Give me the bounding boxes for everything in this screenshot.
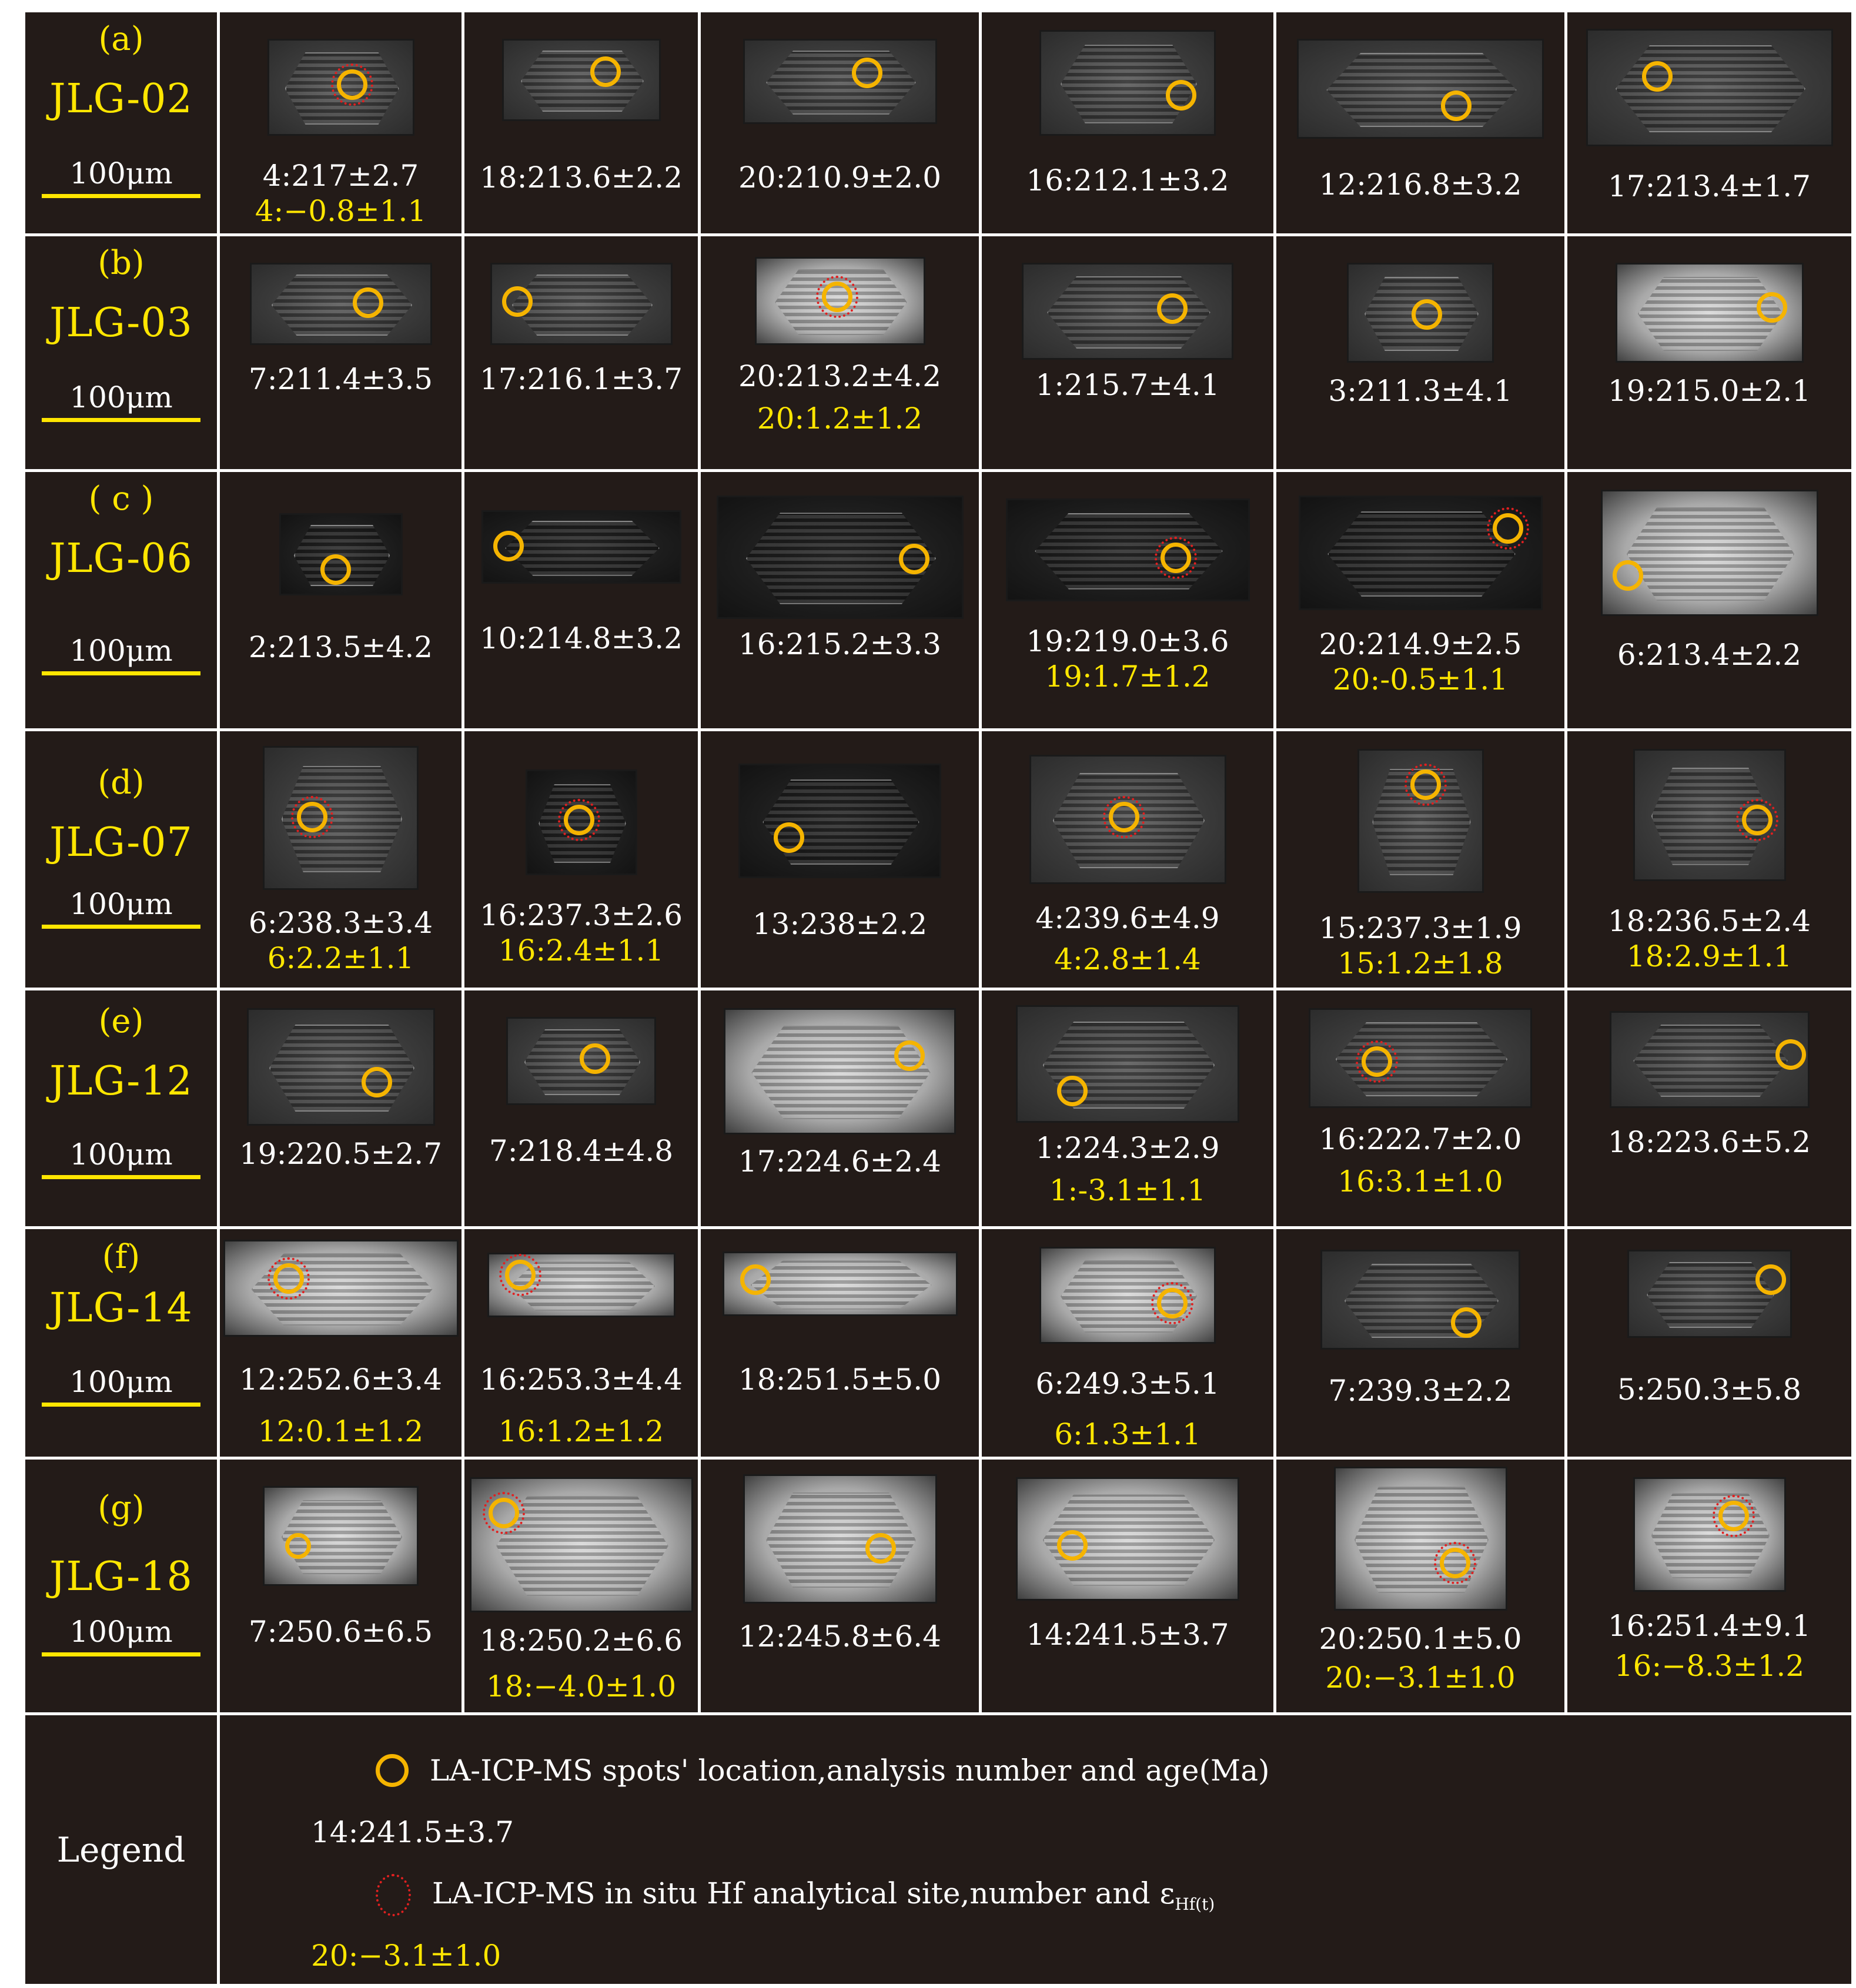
age-label: 2:213.5±4.2 xyxy=(248,630,433,664)
cl-grain-image xyxy=(1039,1247,1216,1344)
grain-cell xyxy=(1276,472,1564,728)
spot-ring-icon xyxy=(822,282,852,312)
zircon-cl-figure-grid xyxy=(25,12,1834,1973)
cl-grain-image xyxy=(743,39,937,124)
scale-bar xyxy=(42,194,200,198)
spot-ring-icon xyxy=(1755,1264,1786,1295)
scale-bar-group xyxy=(42,889,200,929)
ehf-label: 16:−8.3±1.2 xyxy=(1614,1648,1805,1683)
age-label: 18:251.5±5.0 xyxy=(738,1363,942,1397)
cl-grain-image xyxy=(223,1240,459,1337)
cl-grain-image xyxy=(738,764,941,878)
scale-label: 100μm xyxy=(69,887,173,921)
spot-ring-icon xyxy=(362,1067,392,1097)
grain-cell xyxy=(220,1229,462,1457)
scale-bar-group xyxy=(42,156,200,198)
spot-ring-icon xyxy=(320,554,351,585)
scale-bar-group xyxy=(42,636,200,675)
cl-grain-image xyxy=(1633,749,1786,881)
sample-id: JLG-07 xyxy=(49,819,193,866)
age-label: 18:250.2±6.6 xyxy=(479,1624,683,1658)
cl-grain-image xyxy=(490,263,673,345)
grain-cell xyxy=(1276,1460,1564,1712)
spot-ring-icon xyxy=(1410,769,1441,800)
row-label-f xyxy=(25,1229,217,1457)
age-label: 12:245.8±6.4 xyxy=(738,1619,942,1654)
grain-cell xyxy=(464,990,698,1226)
sample-id: JLG-14 xyxy=(49,1285,193,1331)
legend-hf-subscript: Hf(t) xyxy=(1175,1895,1215,1914)
ehf-label: 4:−0.8±1.1 xyxy=(255,193,427,228)
spot-ring-icon xyxy=(774,822,804,853)
spot-ring-icon xyxy=(1718,1501,1749,1531)
spot-ring-icon xyxy=(1157,293,1188,324)
cl-grain-image xyxy=(247,1008,435,1126)
legend-title: Legend xyxy=(56,1829,186,1870)
scale-bar xyxy=(42,1403,200,1407)
age-label: 7:218.4±4.8 xyxy=(489,1134,674,1168)
grain-cell xyxy=(1567,1460,1851,1712)
spot-ring-icon xyxy=(502,286,533,317)
scale-label: 100μm xyxy=(69,1137,173,1172)
age-label: 4:217±2.7 xyxy=(262,159,419,193)
age-label: 16:237.3±2.6 xyxy=(479,898,683,932)
age-label: 6:249.3±5.1 xyxy=(1035,1367,1220,1401)
scale-label: 100μm xyxy=(69,634,173,668)
age-label: 12:252.6±3.4 xyxy=(239,1363,443,1397)
age-label: 4:239.6±4.9 xyxy=(1035,901,1220,935)
age-label: 13:238±2.2 xyxy=(752,907,928,941)
grain-cell xyxy=(701,1460,979,1712)
scale-bar-group xyxy=(42,1617,200,1656)
spot-ring-icon xyxy=(740,1264,771,1295)
spot-ring-icon xyxy=(1493,513,1523,544)
ehf-label: 1:-3.1±1.1 xyxy=(1049,1173,1206,1207)
age-label: 6:213.4±2.2 xyxy=(1617,638,1802,672)
ehf-label: 16:2.4±1.1 xyxy=(498,933,664,968)
spot-ring-icon xyxy=(1757,292,1787,323)
grain-cell xyxy=(1276,731,1564,988)
age-label: 16:212.1±3.2 xyxy=(1026,163,1229,198)
cl-grain-image xyxy=(526,769,637,875)
row-label-g xyxy=(25,1460,217,1712)
spot-ring-icon xyxy=(1775,1039,1806,1070)
spot-ring-icon xyxy=(1109,802,1139,832)
age-label: 16:222.7±2.0 xyxy=(1319,1122,1522,1156)
ehf-label: 20:1.2±1.2 xyxy=(757,401,923,436)
scale-bar-group xyxy=(42,1367,200,1407)
row-label-c xyxy=(25,472,217,728)
grain-cell xyxy=(701,12,979,233)
cl-grain-image xyxy=(1347,263,1494,363)
cl-grain-image xyxy=(263,746,419,890)
grain-cell xyxy=(701,236,979,469)
spot-ring-icon xyxy=(899,544,929,574)
cl-grain-image xyxy=(1633,1477,1786,1592)
spot-ring-icon xyxy=(1157,1288,1188,1318)
age-label: 7:211.4±3.5 xyxy=(248,362,433,396)
scale-bar xyxy=(42,1652,200,1656)
grain-cell xyxy=(464,236,698,469)
age-label: 16:251.4±9.1 xyxy=(1607,1609,1811,1643)
grain-cell xyxy=(220,990,462,1226)
sample-id: JLG-06 xyxy=(49,536,193,582)
cl-grain-image xyxy=(1320,1250,1520,1350)
cl-grain-image xyxy=(717,496,964,619)
grain-cell xyxy=(1276,990,1564,1226)
hf-site-ring-icon xyxy=(376,1874,411,1916)
age-label: 19:220.5±2.7 xyxy=(239,1137,443,1171)
cl-grain-image xyxy=(279,513,403,595)
cl-grain-image xyxy=(481,510,681,584)
grain-cell xyxy=(1567,472,1851,728)
spot-ring-icon xyxy=(564,805,594,835)
grain-cell xyxy=(701,1229,979,1457)
ehf-label: 19:1.7±1.2 xyxy=(1045,659,1210,694)
spot-ring-icon xyxy=(894,1040,925,1071)
ehf-label: 12:0.1±1.2 xyxy=(258,1414,424,1448)
scale-bar-group xyxy=(42,380,200,422)
spot-ring-icon xyxy=(493,531,524,561)
grain-cell xyxy=(982,1460,1273,1712)
grain-cell xyxy=(464,1229,698,1457)
cl-grain-image xyxy=(1586,29,1833,146)
cl-grain-image xyxy=(724,1008,956,1134)
legend-spot-example: 14:241.5±3.7 xyxy=(311,1815,514,1849)
cl-grain-image xyxy=(487,1253,675,1317)
spot-ring-icon xyxy=(353,287,383,318)
cl-grain-image xyxy=(743,1474,937,1604)
grain-cell xyxy=(982,12,1273,233)
cl-grain-image xyxy=(1610,1011,1810,1108)
scale-label: 100μm xyxy=(69,380,173,414)
grain-cell xyxy=(1567,1229,1851,1457)
grain-cell xyxy=(982,1229,1273,1457)
spot-ring-icon xyxy=(865,1533,896,1564)
grain-cell xyxy=(1567,990,1851,1226)
row-label-d xyxy=(25,731,217,988)
ehf-label: 18:2.9±1.1 xyxy=(1626,939,1793,973)
cl-grain-image xyxy=(263,1486,419,1586)
ehf-label: 15:1.2±1.8 xyxy=(1337,946,1503,980)
legend-hf-example-row xyxy=(311,1939,501,1973)
age-label: 10:214.8±3.2 xyxy=(479,621,683,655)
cl-grain-image xyxy=(267,39,414,136)
cl-grain-image xyxy=(250,263,432,345)
grain-cell xyxy=(982,990,1273,1226)
grain-cell xyxy=(464,472,698,728)
cl-grain-image xyxy=(470,1477,693,1612)
spot-ring-icon xyxy=(337,69,367,100)
legend-hf-description-text: LA-ICP-MS in situ Hf analytical site,number and ε xyxy=(432,1876,1175,1910)
spot-ring-icon xyxy=(1613,560,1643,591)
scale-bar xyxy=(42,925,200,929)
grain-cell xyxy=(1276,12,1564,233)
legend-spot-row xyxy=(376,1753,1270,1788)
cl-grain-image xyxy=(755,257,925,345)
spot-ring-icon xyxy=(1440,1548,1470,1578)
legend-hf-example: 20:−3.1±1.0 xyxy=(311,1939,501,1973)
spot-ring-icon xyxy=(852,58,882,88)
age-label: 1:224.3±2.9 xyxy=(1035,1131,1220,1165)
spot-ring-icon xyxy=(273,1263,304,1294)
scale-bar xyxy=(42,1175,200,1179)
legend-hf-description xyxy=(432,1876,1215,1914)
cl-grain-image xyxy=(1297,39,1544,139)
age-label: 7:250.6±6.5 xyxy=(248,1615,433,1649)
spot-ring-icon xyxy=(285,1533,311,1559)
scale-bar xyxy=(42,671,200,675)
spot-ring-icon xyxy=(376,1754,409,1787)
age-label: 20:213.2±4.2 xyxy=(738,359,942,393)
grain-cell xyxy=(701,731,979,988)
scale-bar-group xyxy=(42,1137,200,1179)
cl-grain-image xyxy=(1039,30,1216,136)
age-label: 18:236.5±2.4 xyxy=(1607,904,1811,938)
grain-cell xyxy=(1276,1229,1564,1457)
cl-grain-image xyxy=(1006,498,1250,601)
grain-cell xyxy=(220,12,462,233)
ehf-label: 4:2.8±1.4 xyxy=(1054,942,1201,976)
spot-ring-icon xyxy=(1441,91,1472,121)
spot-ring-icon xyxy=(297,802,327,832)
grain-cell xyxy=(1276,236,1564,469)
age-label: 20:214.9±2.5 xyxy=(1319,627,1522,661)
ehf-label: 20:-0.5±1.1 xyxy=(1332,662,1509,697)
cl-grain-image xyxy=(1627,1250,1792,1338)
grain-cell xyxy=(701,472,979,728)
age-label: 17:216.1±3.7 xyxy=(479,362,683,396)
spot-ring-icon xyxy=(1451,1307,1482,1338)
sample-id: JLG-03 xyxy=(49,300,193,346)
cl-grain-image xyxy=(1029,755,1226,884)
spot-ring-icon xyxy=(1362,1046,1392,1077)
panel-letter: (e) xyxy=(98,1002,144,1040)
age-label: 17:213.4±1.7 xyxy=(1607,169,1811,203)
age-label: 15:237.3±1.9 xyxy=(1319,911,1522,945)
panel-letter: (f) xyxy=(102,1238,141,1276)
cl-grain-image xyxy=(1601,490,1818,616)
spot-ring-icon xyxy=(1742,805,1773,835)
age-label: 20:210.9±2.0 xyxy=(738,160,942,195)
grain-cell xyxy=(1567,731,1851,988)
spot-ring-icon xyxy=(1057,1530,1088,1561)
legend-hf-row xyxy=(376,1874,1215,1916)
spot-ring-icon xyxy=(1642,61,1673,92)
sample-id: JLG-02 xyxy=(49,76,193,122)
legend-label-cell xyxy=(25,1715,217,1984)
ehf-label: 16:1.2±1.2 xyxy=(498,1414,664,1448)
panel-letter: (b) xyxy=(98,244,145,282)
scale-label: 100μm xyxy=(69,156,173,190)
cl-grain-image xyxy=(502,39,661,121)
sample-id: JLG-18 xyxy=(49,1554,193,1600)
grain-cell xyxy=(701,990,979,1226)
spot-ring-icon xyxy=(1166,80,1196,111)
ehf-label: 6:1.3±1.1 xyxy=(1054,1417,1201,1451)
age-label: 19:215.0±2.1 xyxy=(1607,374,1811,408)
grain-cell xyxy=(220,472,462,728)
ehf-label: 18:−4.0±1.0 xyxy=(486,1669,677,1703)
legend-spot-description: LA-ICP-MS spots' location,analysis number and age(Ma) xyxy=(430,1753,1270,1788)
grain-cell xyxy=(220,236,462,469)
ehf-label: 6:2.2±1.1 xyxy=(267,941,414,975)
age-label: 18:223.6±5.2 xyxy=(1607,1125,1811,1159)
age-label: 16:215.2±3.3 xyxy=(738,627,942,661)
grain-cell xyxy=(982,731,1273,988)
age-label: 18:213.6±2.2 xyxy=(479,160,683,195)
sample-id: JLG-12 xyxy=(49,1058,193,1105)
legend-body xyxy=(220,1715,1851,1984)
age-label: 1:215.7±4.1 xyxy=(1035,368,1220,402)
grain-cell xyxy=(220,731,462,988)
age-label: 16:253.3±4.4 xyxy=(479,1363,683,1397)
cl-grain-image xyxy=(1016,1477,1239,1601)
age-label: 14:241.5±3.7 xyxy=(1026,1618,1229,1652)
age-label: 20:250.1±5.0 xyxy=(1319,1622,1522,1656)
age-label: 6:238.3±3.4 xyxy=(248,906,433,940)
spot-ring-icon xyxy=(1412,299,1442,330)
row-label-a xyxy=(25,12,217,233)
age-label: 5:250.3±5.8 xyxy=(1617,1373,1802,1407)
cl-grain-image xyxy=(723,1251,958,1316)
cl-grain-image xyxy=(1616,263,1804,363)
age-label: 12:216.8±3.2 xyxy=(1319,168,1522,202)
scale-label: 100μm xyxy=(69,1615,173,1649)
cl-grain-image xyxy=(1299,496,1543,610)
spot-ring-icon xyxy=(505,1260,536,1290)
spot-ring-icon xyxy=(489,1498,519,1528)
cl-grain-image xyxy=(1022,263,1233,360)
spot-ring-icon xyxy=(1057,1076,1088,1106)
grain-cell xyxy=(1567,236,1851,469)
row-label-e xyxy=(25,990,217,1226)
ehf-label: 16:3.1±1.0 xyxy=(1337,1164,1503,1199)
cl-grain-image xyxy=(506,1017,656,1105)
grain-cell xyxy=(464,1460,698,1712)
age-label: 3:211.3±4.1 xyxy=(1328,374,1513,408)
grain-cell xyxy=(464,12,698,233)
scale-bar xyxy=(42,418,200,422)
row-label-b xyxy=(25,236,217,469)
grain-cell xyxy=(464,731,698,988)
cl-grain-image xyxy=(1016,1005,1239,1123)
legend-spot-example-row xyxy=(311,1815,514,1849)
scale-label: 100μm xyxy=(69,1365,173,1399)
age-label: 19:219.0±3.6 xyxy=(1026,624,1229,658)
spot-ring-icon xyxy=(1161,543,1191,573)
grain-cell xyxy=(982,236,1273,469)
panel-letter: (g) xyxy=(98,1489,145,1527)
panel-letter: (a) xyxy=(98,20,144,58)
grain-cell xyxy=(1567,12,1851,233)
cl-grain-image xyxy=(1357,749,1484,893)
grain-cell xyxy=(220,1460,462,1712)
ehf-label: 20:−3.1±1.0 xyxy=(1325,1660,1516,1695)
cl-grain-image xyxy=(1309,1008,1532,1108)
spot-ring-icon xyxy=(580,1043,610,1074)
age-label: 7:239.3±2.2 xyxy=(1328,1374,1513,1408)
grain-cell xyxy=(982,472,1273,728)
panel-letter: (d) xyxy=(98,764,145,802)
cl-grain-image xyxy=(1334,1467,1507,1611)
spot-ring-icon xyxy=(590,56,621,87)
age-label: 17:224.6±2.4 xyxy=(738,1144,942,1179)
panel-letter: ( c ) xyxy=(88,480,154,518)
